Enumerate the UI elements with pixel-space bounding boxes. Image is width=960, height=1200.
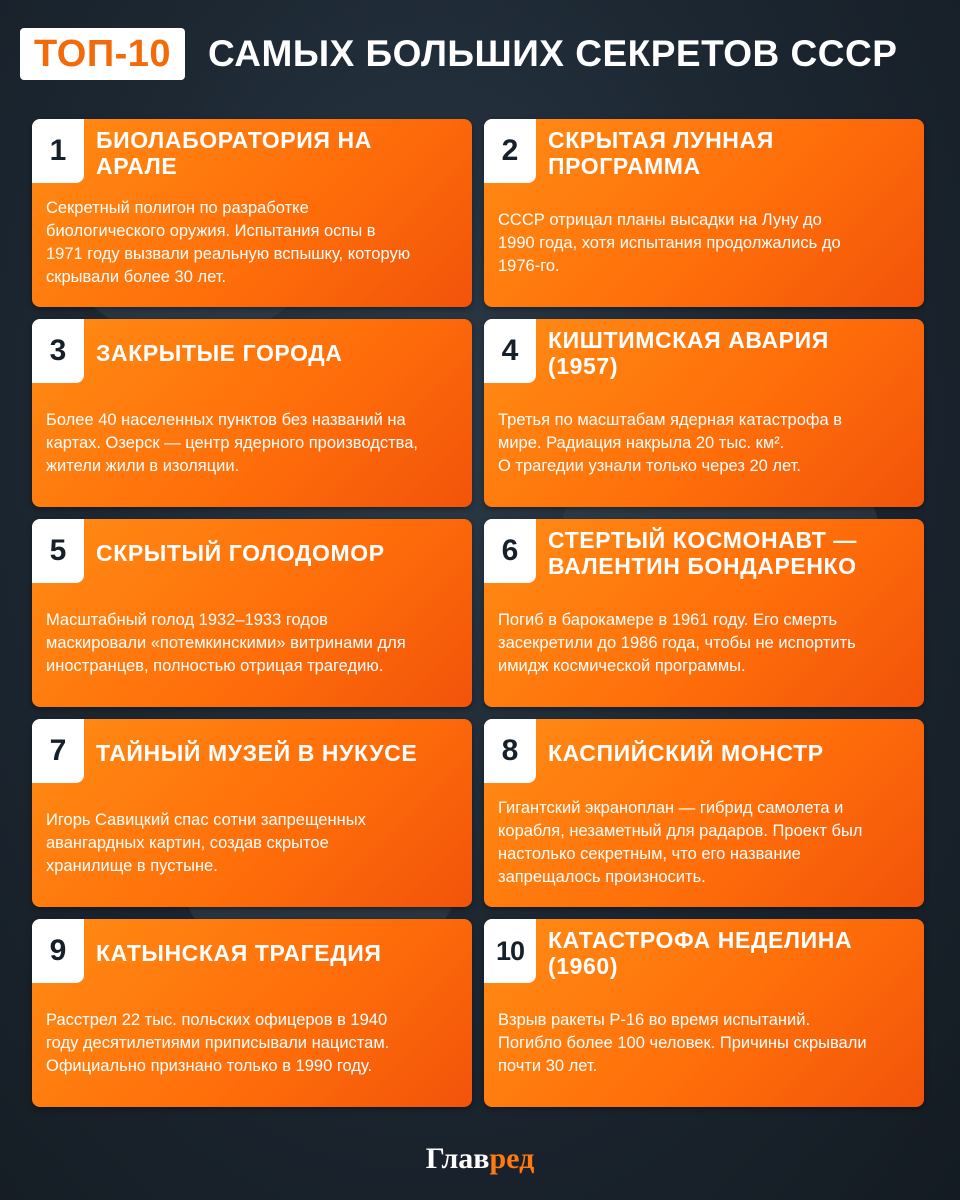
card-title: КАТАСТРОФА НЕДЕЛИНА (1960) (548, 927, 853, 979)
card-number: 5 (32, 519, 84, 583)
card-number: 6 (484, 519, 536, 583)
secret-card-8 (484, 719, 924, 907)
secret-card-1 (32, 119, 472, 307)
secret-card-3 (32, 319, 472, 507)
secret-card-6 (484, 519, 924, 707)
secret-card-2 (484, 119, 924, 307)
card-number: 3 (32, 319, 84, 383)
card-title: СКРЫТЫЙ ГОЛОДОМОР (96, 540, 385, 566)
card-description: Расстрел 22 тыс. польских офицеров в 1940 году десятилетиями приписывали нацистам. Официально признано только в 1990 году. (46, 1010, 390, 1075)
logo-part-2: ред (489, 1142, 535, 1175)
page-title: САМЫХ БОЛЬШИХ СЕКРЕТОВ СССР (208, 33, 898, 74)
card-title: КАСПИЙСКИЙ МОНСТР (548, 740, 824, 766)
card-number: 10 (484, 919, 536, 983)
secret-card-10 (484, 919, 924, 1107)
card-title: КИШТИМСКАЯ АВАРИЯ (1957) (548, 327, 829, 379)
card-description: Более 40 населенных пунктов без названий на картах. Озерск — центр ядерного производства, жители жили в изоляции. (46, 410, 418, 475)
card-title: БИОЛАБОРАТОРИЯ НА АРАЛЕ (96, 127, 372, 179)
card-title: ТАЙНЫЙ МУЗЕЙ В НУКУСЕ (96, 740, 418, 766)
header (20, 24, 940, 84)
card-description: Игорь Савицкий спас сотни запрещенных авангардных картин, создав скрытое хранилище в пустыне. (46, 810, 366, 875)
card-number: 9 (32, 919, 84, 983)
logo-part-1: Глав (425, 1142, 490, 1175)
secret-card-5 (32, 519, 472, 707)
card-number: 8 (484, 719, 536, 783)
secret-card-7 (32, 719, 472, 907)
card-number: 7 (32, 719, 84, 783)
secret-card-4 (484, 319, 924, 507)
top-badge: ТОП-10 (20, 28, 185, 80)
card-description: Секретный полигон по разработке биологического оружия. Испытания оспы в 1971 году вызвали реальную вспышку, которую скрывали более 30 лет. (46, 199, 411, 286)
card-number: 1 (32, 119, 84, 183)
card-description: Погиб в барокамере в 1961 году. Его смерть засекретили до 1986 года, чтобы не испортить имидж космической программы. (498, 610, 856, 675)
card-description: СССР отрицал планы высадки на Луну до 1990 года, хотя испытания продолжались до 1976-го. (498, 210, 841, 275)
secret-card-9 (32, 919, 472, 1107)
card-description: Гигантский экраноплан — гибрид самолета и корабля, незаметный для радаров. Проект был настолько секретным, что его название запрещалось произносить. (498, 799, 863, 886)
card-title: ЗАКРЫТЫЕ ГОРОДА (96, 340, 343, 366)
card-description: Масштабный голод 1932–1933 годов маскировали «потемкинскими» витринами для иностранцев, полностью отрицая трагедию. (46, 610, 406, 675)
card-title: КАТЫНСКАЯ ТРАГЕДИЯ (96, 940, 382, 966)
card-title: СТЕРТЫЙ КОСМОНАВТ — ВАЛЕНТИН БОНДАРЕНКО (548, 527, 858, 579)
card-title: СКРЫТАЯ ЛУННАЯ ПРОГРАММА (548, 127, 774, 179)
card-number: 4 (484, 319, 536, 383)
card-description: Взрыв ракеты Р-16 во время испытаний. Погибло более 100 человек. Причины скрывали почти 30 лет. (498, 1010, 867, 1075)
card-description: Третья по масштабам ядерная катастрофа в мире. Радиация накрыла 20 тыс. км². О трагедии узнали только через 20 лет. (498, 410, 842, 475)
glavred-logo (0, 1142, 960, 1176)
card-number: 2 (484, 119, 536, 183)
